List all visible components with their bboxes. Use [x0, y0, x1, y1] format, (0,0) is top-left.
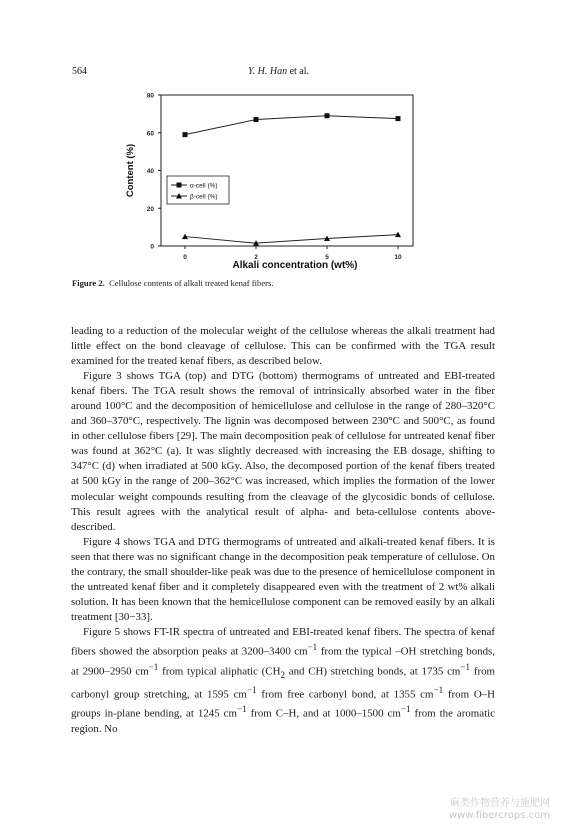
text-run: from the typical –OH stretching bonds, at 2900–2950 cm — [71, 645, 495, 678]
legend-marker — [177, 183, 182, 188]
text-run: from C–H, and at 1000–1500 cm — [246, 707, 401, 720]
y-axis-label: Content (%) — [125, 143, 136, 198]
x-tick-label: 10 — [394, 254, 402, 261]
x-tick-label: 0 — [183, 254, 187, 261]
series-line-2 — [185, 235, 398, 243]
figure-caption — [72, 278, 274, 288]
figure-label: Figure 2. — [72, 278, 105, 288]
superscript: −1 — [307, 641, 318, 652]
x-axis-label: Alkali concentration (wt%) — [232, 260, 358, 271]
data-point — [325, 113, 330, 118]
superscript: −1 — [433, 684, 444, 695]
watermark-line-2: www.fibercrops.com — [448, 810, 550, 821]
text-run: Figure 5 shows FT-IR spectra of untreated and EBI-treated kenaf fibers. The spectra of kenaf fibers showed the absorption peaks at 3200–3400 cm — [71, 625, 495, 658]
superscript: −1 — [148, 661, 159, 672]
paragraph-3: Figure 4 shows TGA and DTG thermograms of untreated and alkali-treated kenaf fibers. It is seen that there was no significant change in the decomposition peak temperature of cellulose. On the contrary, the small shoulder-like peak was due to the presence of hemicellulose component in the untreated kenaf fiber and it completely disappeared even with the treatment of 2 wt% alkali solution. It has been known that the hemicellulose component can be removed easily by an alkali treatment [30−33]. — [71, 535, 495, 623]
x-tick-label: 5 — [325, 254, 329, 261]
text-run: from the aromatic region. No — [71, 707, 495, 735]
subscript: 2 — [280, 669, 285, 680]
text-run: from carbonyl group stretching, at 1595 cm — [71, 665, 495, 701]
paragraph-2: Figure 3 shows TGA (top) and DTG (bottom) thermograms of untreated and EBI-treated kenaf fibers. The TGA result shows the removal of intrinsically absorbed water in the fiber around 100°C and the decomposition of hemicellulose and cellulose in the range of 280–320°C and 360–370°C, respectively. The lignin was decomposed between 230°C and 500°C, as found in other cellulose fibers [29]. The main decomposition peak of cellulose for untreated kenaf fiber was found at 362°C (a). It was slightly decreased with increasing the EB dosage, shifting to 347°C (d) when irradiated at 500 kGy. Also, the decomposed portion of the kenaf fibers treated at 500 kGy in the range of 200–362°C was increased, which implies the formation of the lower molecular weight compounds resulting from the cleavage of the glycosidic bonds of cellulose. This result agrees with the analytical result of alpha- and beta-cellulose contents above-described. — [71, 370, 495, 533]
superscript: −1 — [236, 704, 247, 715]
cellulose-content-chart — [115, 86, 415, 272]
paragraph-4 — [71, 625, 495, 737]
x-tick-label: 2 — [254, 254, 258, 261]
figure-caption-text: Cellulose contents of alkali treated kenaf fibers. — [109, 278, 274, 288]
site-watermark — [449, 798, 550, 822]
legend-label: β-cell (%) — [190, 193, 218, 201]
superscript: −1 — [460, 661, 471, 672]
data-point — [254, 117, 259, 122]
running-header — [248, 66, 309, 77]
superscript: −1 — [246, 684, 257, 695]
data-point — [183, 132, 188, 137]
series-line-1 — [185, 116, 398, 135]
watermark-line-1: 麻类作物营养与施肥网 — [450, 798, 550, 809]
y-tick-label: 0 — [150, 243, 154, 251]
y-tick-label: 60 — [146, 130, 154, 138]
legend-label: α-cell (%) — [190, 182, 218, 190]
paragraph-1: leading to a reduction of the molecular weight of the cellulose whereas the alkali treatment had little effect on the bond cleavage of cellulose. This can be confirmed with the TGA result examined for the treated kenaf fibers, as described below. — [71, 325, 495, 368]
body-text — [71, 324, 495, 737]
author-et-al: et al. — [289, 66, 310, 77]
y-tick-label: 40 — [146, 168, 154, 175]
author-name: Y. H. Han — [248, 66, 288, 77]
page-number: 564 — [72, 66, 87, 77]
text-run: and CH) stretching bonds, at 1735 cm — [284, 665, 461, 678]
text-run: from free carbonyl bond, at 1355 cm — [256, 688, 434, 701]
text-run: from typical aliphatic (CH — [158, 665, 281, 678]
text-run: from O–H groups in-plane bending, at 1245 cm — [71, 688, 495, 720]
data-point — [396, 116, 401, 121]
y-tick-label: 80 — [146, 92, 154, 100]
superscript: −1 — [400, 704, 411, 715]
y-tick-label: 20 — [146, 205, 154, 213]
